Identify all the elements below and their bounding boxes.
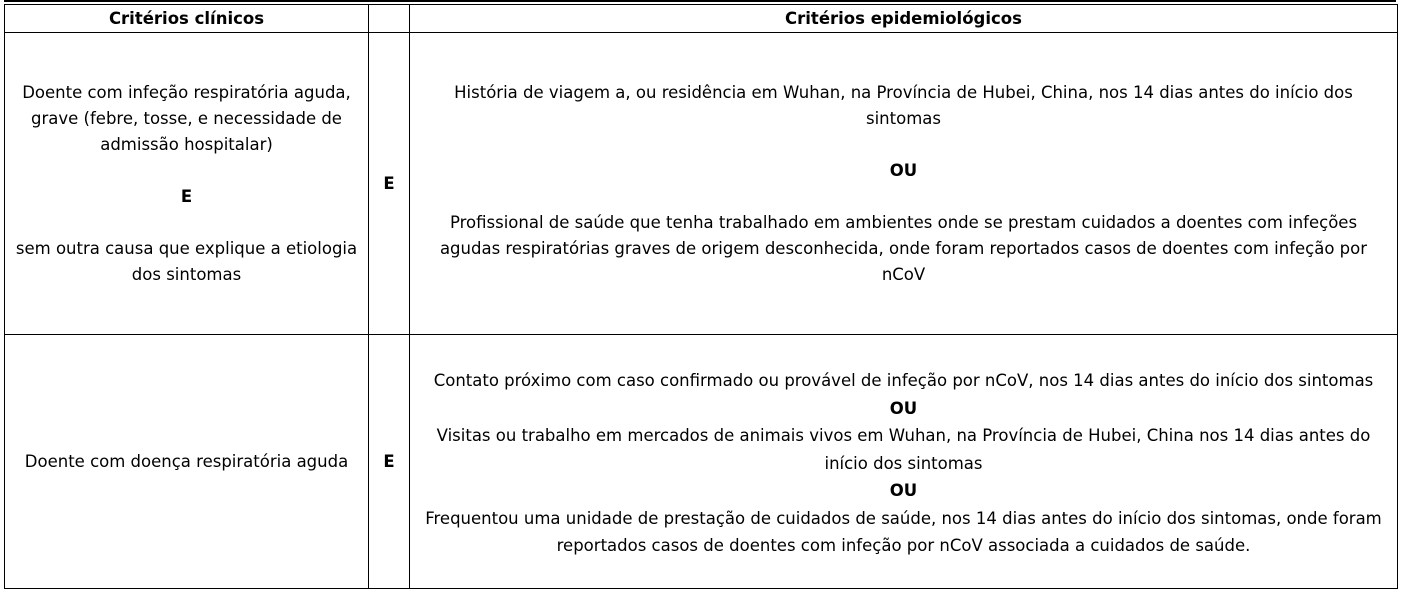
clinical-cell [5, 335, 369, 589]
separator-cell: E [369, 33, 410, 335]
or-connector: OU [889, 398, 918, 418]
header-epidemiological: Critérios epidemiológicos [410, 5, 1398, 33]
spacer [418, 184, 1389, 210]
or-connector: OU [889, 160, 918, 180]
epidemiological-text: Profissional de saúde que tenha trabalhado em ambientes onde se prestam cuidados a doentes com infeções agudas respiratórias graves de origem desconhecida, onde foram reportados casos de doentes com infeção por nCoV [439, 212, 1368, 284]
table-row [5, 335, 1398, 589]
or-connector: OU [889, 481, 918, 501]
epidemiological-text: Visitas ou trabalho em mercados de animais vivos em Wuhan, na Província de Hubei, China nos 14 dias antes do início dos sintomas [436, 426, 1371, 473]
header-separator-empty [369, 5, 410, 33]
epidemiological-text: História de viagem a, ou residência em Wuhan, na Província de Hubei, China, nos 14 dias antes do início dos sintomas [454, 82, 1353, 128]
epidemiological-text: Contato próximo com caso confirmado ou provável de infeção por nCoV, nos 14 dias antes do início dos sintomas [433, 371, 1374, 391]
top-border-line [4, 0, 1396, 2]
epidemiological-text: Frequentou uma unidade de prestação de cuidados de saúde, nos 14 dias antes do início dos sintomas, onde foram reportados casos de doentes com infeção por nCoV associada a cuidados de saúde. [425, 508, 1382, 556]
spacer [13, 210, 360, 236]
criteria-table [4, 4, 1398, 589]
header-clinical: Critérios clínicos [5, 5, 369, 33]
clinical-text: Doente com infeção respiratória aguda, grave (febre, tosse, e necessidade de admissão hospitalar) [22, 82, 351, 154]
separator-cell: E [369, 335, 410, 589]
clinical-text: sem outra causa que explique a etiologia dos sintomas [15, 238, 358, 284]
spacer [418, 132, 1389, 158]
header-row [5, 5, 1398, 33]
epidemiological-cell [410, 33, 1398, 335]
clinical-connector: E [180, 186, 193, 206]
epidemiological-cell [410, 335, 1398, 589]
spacer [13, 158, 360, 184]
table-row [5, 33, 1398, 335]
clinical-cell [5, 33, 369, 335]
clinical-text: Doente com doença respiratória aguda [24, 451, 349, 471]
